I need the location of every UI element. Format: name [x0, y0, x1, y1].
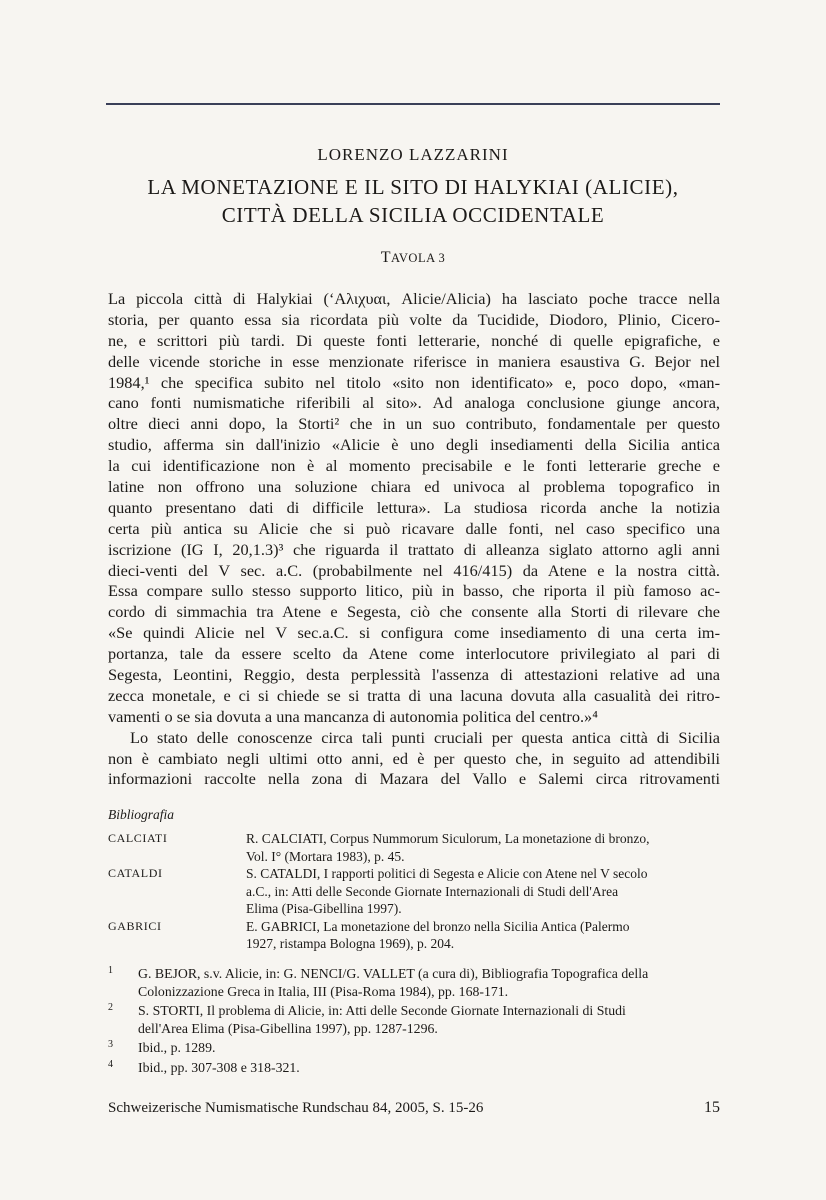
body-line: la cui identificazione non è al momento precisabile e le fonti letterarie greche e [108, 456, 720, 476]
journal-citation: Schweizerische Numismatische Rundschau 84, 2005, S. 15-26 [108, 1100, 484, 1116]
author-name: LORENZO LAZZARINI [317, 145, 509, 164]
footnote-line: Colonizzazione Greca in Italia, III (Pisa-Roma 1984), pp. 168-171. [138, 983, 509, 999]
bibliography-line: a.C., in: Atti delle Seconde Giornate Internazionali di Studi dell'Area [246, 883, 619, 899]
body-line: iscrizione (IG I, 20,1.3)³ che riguarda il trattato di alleanza siglato attorno agli anni [108, 539, 720, 559]
bibliography-line: 1927, ristampa Bologna 1969), p. 204. [246, 936, 455, 951]
bibliography-line: Elima (Pisa-Gibellina 1997). [246, 901, 402, 916]
bibliography-line: E. GABRICI, La monetazione del bronzo nella Sicilia Antica (Palermo [246, 918, 630, 934]
body-line: certa più antica su Alicie che si può ricavare dalle fonti, nel caso specifico una [108, 518, 720, 538]
body-line: vamenti o se sia dovuta a una mancanza di autonomia politica del centro.»⁴ [108, 706, 598, 726]
bibliography-entry [108, 865, 720, 918]
plate-initial: T [380, 249, 391, 266]
body-line: Segesta, Leontini, Reggio, desta perplessità l'assenza di attestazioni relative ad una [108, 665, 720, 685]
footnote-line: dell'Area Elima (Pisa-Gibellina 1997), pp. 1287-1296. [138, 1020, 438, 1036]
body-line: studio, afferma sin dall'inizio «Alicie è uno degli insediamenti della Sicilia antica [108, 435, 720, 455]
body-line: informazioni raccolte nella zona di Mazara del Vallo e Salemi circa ritrovamenti [108, 769, 720, 789]
body-line: ne, e scrittori più tardi. Di queste fonti letterarie, nonché di quelle epigrafiche, e [108, 330, 720, 350]
body-line: Lo stato delle conoscenze circa tali punti cruciali per questa antica città di Sicilia [130, 727, 720, 747]
article-title [0, 173, 826, 229]
plate-reference [0, 249, 826, 267]
title-line: LA MONETAZIONE E IL SITO DI HALYKIAI (ALICIE), [147, 175, 679, 199]
bibliography-text [246, 918, 720, 953]
bibliography-entry [108, 918, 720, 953]
body-line: cano fonti numismatiche riferibili al sito». Ad analoga conclusione giunge ancora, [108, 393, 720, 413]
body-line: 1984,¹ che specifica subito nel titolo «sito non identificato» e, poco dopo, «man- [108, 372, 720, 392]
body-text [108, 289, 720, 790]
bibliography-line: R. CALCIATI, Corpus Nummorum Siculorum, La monetazione di bronzo, [246, 831, 650, 846]
footnote-text [138, 1039, 720, 1057]
bibliography-key: CATALDI [108, 866, 163, 880]
footnote-number: 2 [108, 1002, 113, 1013]
footnote-line: Ibid., pp. 307-308 e 318-321. [138, 1059, 300, 1075]
bibliography-line: S. CATALDI, I rapporti politici di Segesta e Alicie con Atene nel V secolo [246, 866, 648, 881]
footnote-text [138, 1002, 720, 1037]
bibliography-text [246, 830, 720, 865]
body-line: cordo di simmachia tra Atene e Segesta, ciò che consente alla Storti di rilevare che [108, 602, 720, 622]
footnote-line: G. BEJOR, s.v. Alicie, in: G. NENCI/G. VALLET (a cura di), Bibliografia Topografica della [138, 966, 649, 981]
header-rule [106, 103, 720, 105]
body-line: zecca monetale, e ci si chiede se si tratta di una lacuna dovuta alla casualità dei ritro- [108, 685, 720, 705]
body-line: Essa compare sullo stesso supporto litico, più in basso, che riporta il più famoso ac- [108, 581, 720, 601]
body-line: La piccola città di Halykiai (‘Αλιχυαι, Alicie/Alicia) ha lasciato poche tracce nella [108, 289, 720, 308]
footnote-number: 1 [108, 965, 113, 976]
body-line: non è cambiato negli ultimi otto anni, ed è per questo che, in seguito ad attendibili [108, 748, 720, 768]
body-line: dieci-venti del V sec. a.C. (probabilmente nel 416/415) da Atene e la nostra città. [108, 560, 720, 580]
plate-rest: AVOLA 3 [390, 251, 446, 265]
footnotes [108, 965, 720, 1078]
footnote-text [138, 1059, 720, 1077]
footnote-line: Ibid., p. 1289. [138, 1040, 216, 1055]
bibliography-key: CALCIATI [108, 831, 168, 845]
bibliography-heading: Bibliografia [108, 807, 175, 822]
body-line: portanza, tale da essere scelto da Atene come interlocutore privilegiato al pari di [108, 644, 720, 664]
body-line: storia, per quanto essa sia ricordata più volte da Tucidide, Diodoro, Plinio, Cicero- [108, 309, 720, 329]
footnote-text [138, 965, 720, 1000]
footnote [108, 1039, 720, 1057]
body-line: quanto presentano dati di difficile lettura». La studiosa ricorda anche la notizia [108, 497, 720, 517]
footnote-number: 4 [108, 1058, 113, 1070]
bibliography-line: Vol. I° (Mortara 1983), p. 45. [246, 848, 405, 864]
footnote [108, 965, 720, 1000]
bibliography-key: GABRICI [108, 918, 162, 933]
body-line: oltre dieci anni dopo, la Storti² che in un suo contributo, fondamentale per questo [108, 414, 720, 434]
footnote-number: 3 [108, 1039, 113, 1050]
body-line: latine non offrono una soluzione chiara ed univoca al problema topografico in [108, 477, 720, 497]
body-line: «Se quindi Alicie nel V sec.a.C. si configura come insediamento di una certa im- [108, 623, 720, 643]
footnote [108, 1002, 720, 1037]
bibliography-text [246, 865, 720, 918]
bibliography-list [108, 830, 720, 953]
footnote [108, 1059, 720, 1077]
body-line: delle vicende storiche in esse menzionate riferisce in maniera esaustiva G. Bejor nel [108, 351, 720, 371]
bibliography-entry [108, 830, 720, 865]
title-line: CITTÀ DELLA SICILIA OCCIDENTALE [221, 203, 605, 227]
footnote-line: S. STORTI, Il problema di Alicie, in: Atti delle Seconde Giornate Internazionali di Studi [138, 1003, 626, 1018]
page-number: 15 [704, 1099, 720, 1116]
